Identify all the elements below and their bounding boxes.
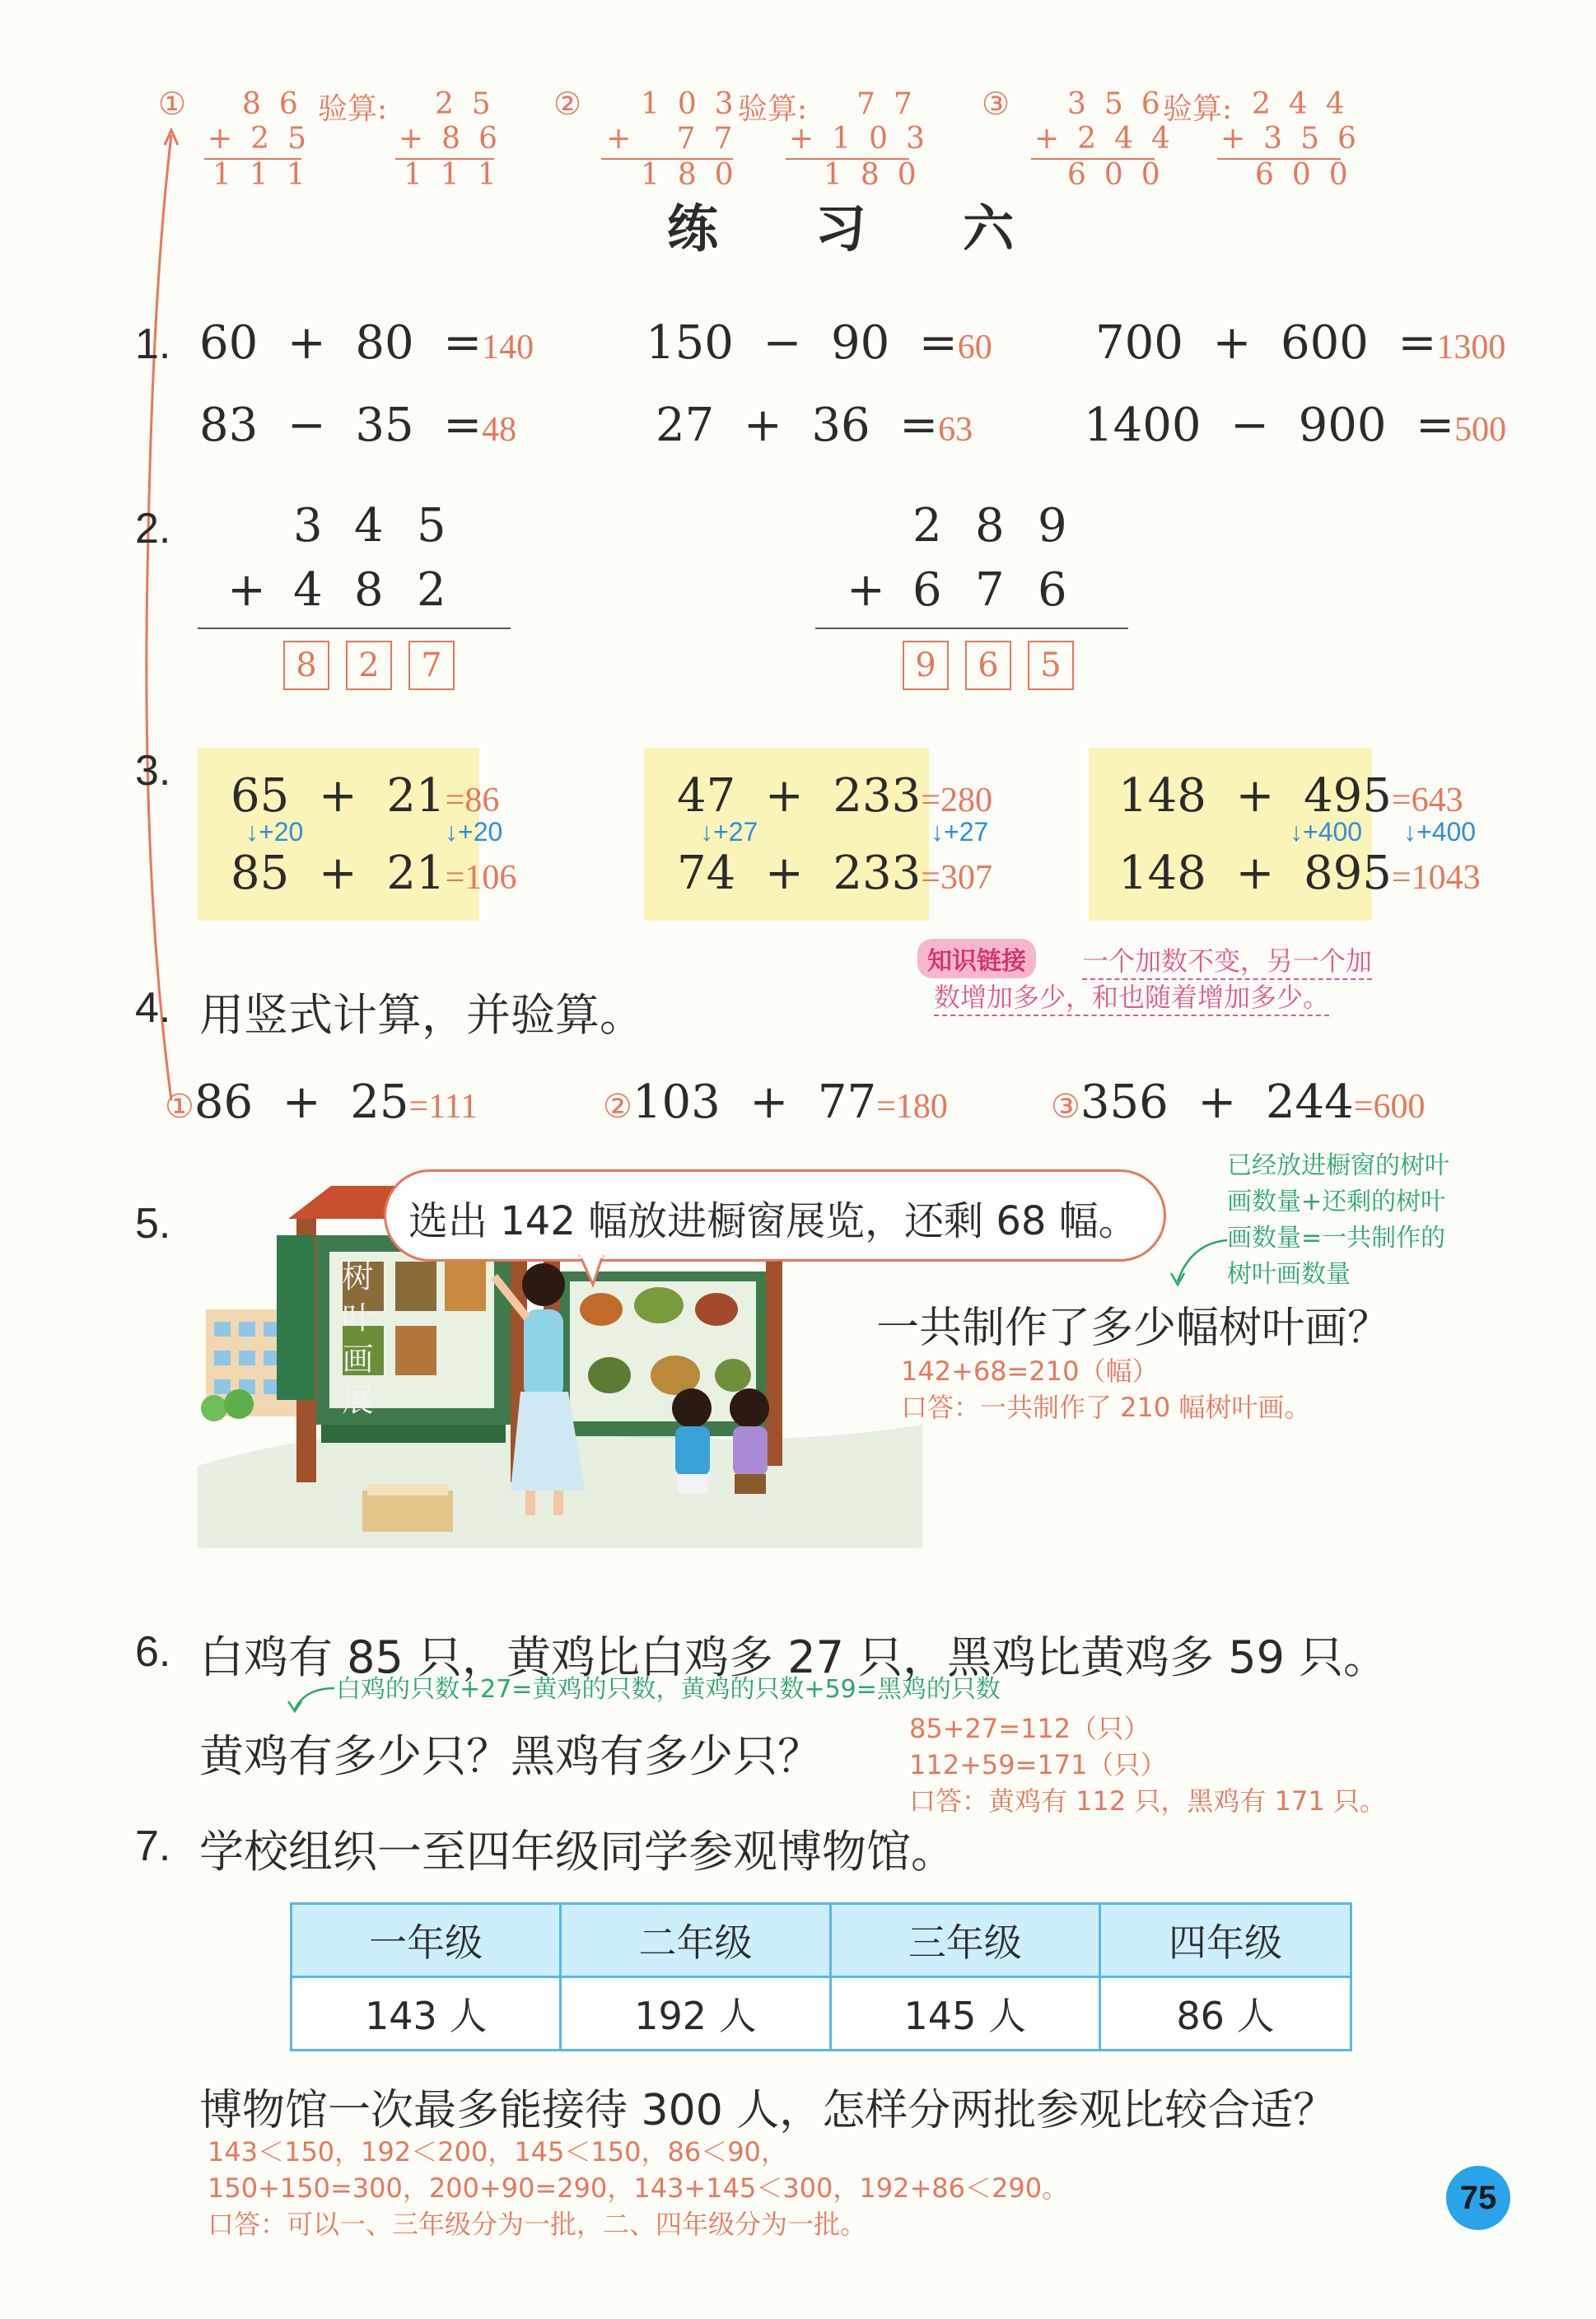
arrow-down-icon: ↓ <box>1290 817 1303 847</box>
q2b-bottom-2: 7 <box>975 563 1005 617</box>
q3-g3-delta2-text: +400 <box>1416 817 1477 847</box>
q5-answer: 口答：一共制作了 210 幅树叶画。 <box>901 1392 1311 1423</box>
check-1-verify-sum: 111 <box>404 158 515 192</box>
q2b-top-1: 2 <box>912 499 942 553</box>
q3-g1-delta2 <box>445 817 502 847</box>
q2a-result-box-2[interactable]: 2 <box>346 641 392 690</box>
grade-value-1: 143 人 <box>292 1977 561 2051</box>
q6-calc-1: 85+27=112（只） <box>909 1713 1150 1744</box>
q2a-result-box-3[interactable]: 7 <box>408 641 455 690</box>
q3-g1-delta2-text: +20 <box>458 817 503 847</box>
q6-hint-arrow <box>280 1680 338 1713</box>
q1-expr-6: 1400 − 900 = <box>1084 399 1455 452</box>
q4-item-1-label: ① <box>165 1088 194 1125</box>
q3-g2-delta2-text: +27 <box>944 817 989 847</box>
q6-hint: 白鸡的只数+27=黄鸡的只数，黄鸡的只数+59=黑鸡的只数 <box>336 1675 1001 1704</box>
q4-item-3-expr: 356 + 244 <box>1080 1076 1354 1129</box>
q2a-bottom-2: 8 <box>354 563 384 617</box>
q3-g1-delta1 <box>245 817 303 847</box>
knowledge-link-line2: 数增加多少，和也随着增加多少。 <box>934 977 1329 1016</box>
q1-item-4 <box>199 399 516 452</box>
q4-item-1 <box>165 1076 478 1129</box>
q5-question: 一共制作了多少幅树叶画？ <box>876 1304 1391 1353</box>
grade-value-3: 145 人 <box>830 1977 1099 2051</box>
q1-ans-5: 63 <box>938 411 973 449</box>
q2a-top-3: 5 <box>417 499 446 553</box>
q4-item-3-label: ③ <box>1051 1088 1080 1125</box>
q2b-result-box-3[interactable]: 5 <box>1028 641 1074 690</box>
q3-g1-line1 <box>231 769 499 823</box>
arrow-down-icon: ↓ <box>245 817 259 847</box>
q4-item-2 <box>603 1076 948 1129</box>
grade-value-4: 86 人 <box>1099 1977 1351 2051</box>
q1-ans-4: 48 <box>482 411 517 449</box>
q5-number: 5. <box>135 1200 171 1248</box>
q6-text-1: 白鸡有 85 只，黄鸡比白鸡多 27 只，黑鸡比黄鸡多 59 只。 <box>199 1631 1388 1683</box>
q3-g3-delta2 <box>1403 817 1476 847</box>
arrow-down-icon: ↓ <box>1403 817 1416 847</box>
check-1-verify-b: +86 <box>399 122 516 156</box>
check-3-verify-sum: 600 <box>1255 158 1366 192</box>
q3-g3-expr1: 148 + 495 <box>1118 769 1392 823</box>
speech-bubble-tail <box>576 1255 609 1288</box>
q1-item-2 <box>646 316 992 370</box>
speech-bubble-text: 选出 142 幅放进橱窗展览，还剩 68 幅。 <box>408 1198 1138 1244</box>
q6-number: 6. <box>135 1628 171 1676</box>
q2a-bottom-1: 4 <box>293 563 323 617</box>
q3-g3-line2 <box>1118 847 1481 900</box>
check-2-verify-b: +103 <box>789 122 943 156</box>
q3-g1-ans2: =106 <box>445 859 517 897</box>
q1-number: 1. <box>135 320 171 368</box>
q7-work-2: 150+150=300，200+90=290，143+145＜300，192+86＜290。 <box>208 2172 1069 2204</box>
q7-work-1: 143＜150，192＜200，145＜150，86＜90， <box>208 2136 787 2167</box>
q1-expr-4: 83 − 35 = <box>199 399 483 452</box>
grade-header-4: 四年级 <box>1099 1904 1351 1977</box>
q2a-plus: + <box>227 563 266 617</box>
arrow-down-icon: ↓ <box>445 817 458 847</box>
q3-g3-ans2: =1043 <box>1391 859 1481 897</box>
q4-item-2-label: ② <box>603 1088 632 1125</box>
board-sign: 树叶画展 <box>337 1260 373 1425</box>
q3-g3-expr2: 148 + 895 <box>1118 847 1392 900</box>
q4-item-3-ans: =600 <box>1353 1088 1426 1126</box>
q2b-plus: + <box>847 563 885 617</box>
q3-g3-delta1-text: +400 <box>1303 817 1363 847</box>
q4-number: 4. <box>135 984 171 1032</box>
q6-calc-2: 112+59=171（只） <box>909 1749 1167 1780</box>
q1-expr-5: 27 + 36 = <box>656 399 939 452</box>
q1-ans-3: 1300 <box>1436 329 1506 366</box>
q5-hint-2: 画数量+还剩的树叶 <box>1227 1187 1446 1216</box>
check-3-addend-a: 356 <box>1067 87 1178 121</box>
q2b-bottom-1: 6 <box>912 563 942 617</box>
grade-table-header-row <box>292 1904 1351 1977</box>
q3-g1-ans1: =86 <box>445 782 500 819</box>
q3-g3-delta1 <box>1290 817 1362 847</box>
arrow-down-icon: ↓ <box>931 817 944 847</box>
q3-number: 3. <box>135 747 171 795</box>
q1-expr-3: 700 + 600 = <box>1095 316 1437 370</box>
q1-ans-6: 500 <box>1454 411 1507 449</box>
page-title: 练 习 六 <box>667 198 1054 259</box>
q2a-bottom-3: 2 <box>417 563 446 617</box>
q2b-result-box-1[interactable]: 9 <box>903 641 949 690</box>
q2a-result-box-1[interactable]: 8 <box>283 641 329 690</box>
q6-answer: 口答：黄鸡有 112 只，黑鸡有 171 只。 <box>909 1785 1386 1817</box>
q3-g2-line1 <box>677 769 992 823</box>
q3-g2-ans2: =307 <box>921 859 992 897</box>
q2a-line <box>198 628 511 629</box>
check-2-addend-a: 103 <box>641 87 752 121</box>
check-2-verify-a: 77 <box>856 87 931 121</box>
q4-item-2-ans: =180 <box>876 1088 948 1126</box>
q3-g1-expr2: 85 + 21 <box>231 847 446 900</box>
check-1-addend-b: +25 <box>208 122 324 156</box>
check-2-verify-label: 验算: <box>738 92 808 126</box>
q4-item-1-ans: =111 <box>408 1088 478 1126</box>
q1-ans-2: 60 <box>957 329 992 366</box>
q4-item-3 <box>1051 1076 1425 1129</box>
hint-arrow <box>1166 1235 1232 1293</box>
grade-header-2: 二年级 <box>561 1904 830 1977</box>
q3-g1-expr1: 65 + 21 <box>231 769 446 823</box>
check-1-verify-a: 25 <box>435 87 509 121</box>
q5-hint-4: 树叶画数量 <box>1227 1260 1351 1289</box>
q7-answer: 口答：可以一、三年级分为一批，二、四年级分为一批。 <box>208 2209 867 2240</box>
q4-item-1-expr: 86 + 25 <box>194 1076 409 1129</box>
knowledge-link-line1: 一个加数不变，另一个加 <box>1082 940 1372 980</box>
q1-item-6 <box>1084 399 1506 452</box>
check-2-label: ② <box>553 86 582 122</box>
q5-hint-1: 已经放进橱窗的树叶 <box>1227 1151 1449 1180</box>
check-1-addend-a: 86 <box>242 87 316 121</box>
q3-g1-delta1-text: +20 <box>259 817 304 847</box>
connector-arrow <box>124 124 189 1112</box>
q2b-line <box>815 628 1128 629</box>
q2a-top-2: 4 <box>354 499 384 553</box>
q1-ans-1: 140 <box>482 329 534 366</box>
q3-g2-delta2 <box>931 817 988 847</box>
q7-question: 博物馆一次最多能接待 300 人，怎样分两批参观比较合适？ <box>199 2086 1337 2135</box>
check-2-addend-b: + 77 <box>606 122 751 156</box>
check-1-label: ① <box>158 86 187 122</box>
q7-number: 7. <box>135 1822 171 1870</box>
grade-header-3: 三年级 <box>830 1904 1099 1977</box>
grade-table <box>290 1902 1352 2051</box>
check-3-verify-a: 244 <box>1252 87 1363 121</box>
check-3-verify-label: 验算: <box>1163 92 1233 126</box>
q4-instruction: 用竖式计算，并验算。 <box>199 989 644 1041</box>
q2a-top-1: 3 <box>293 499 323 553</box>
check-3-label: ③ <box>982 86 1010 122</box>
q2b-result-box-2[interactable]: 6 <box>965 641 1011 690</box>
q7-text: 学校组织一至四年级同学参观博物馆。 <box>199 1826 955 1878</box>
q3-g1-line2 <box>231 847 516 900</box>
grade-value-2: 192 人 <box>561 1977 830 2051</box>
q2b-top-2: 8 <box>975 499 1005 553</box>
q1-expr-2: 150 − 90 = <box>646 316 958 370</box>
page-number: 75 <box>1446 2166 1510 2230</box>
q1-expr-1: 60 + 80 = <box>199 316 483 370</box>
q3-g2-delta1-text: +27 <box>713 817 758 847</box>
check-3-addend-b: +244 <box>1034 122 1188 156</box>
q3-g2-expr2: 74 + 233 <box>677 847 922 900</box>
knowledge-link-tag: 知识链接 <box>917 939 1036 978</box>
q3-g2-delta1 <box>700 817 758 847</box>
check-1-verify-label: 验算: <box>318 92 388 126</box>
q2b-top-3: 9 <box>1038 499 1067 553</box>
grade-table-value-row <box>292 1977 1351 2051</box>
q1-item-5 <box>656 399 973 452</box>
q5-hint-3: 画数量=一共制作的 <box>1227 1224 1446 1253</box>
q2b-bottom-3: 6 <box>1038 563 1067 617</box>
q3-g3-ans1: =643 <box>1391 782 1463 819</box>
q4-item-2-expr: 103 + 77 <box>632 1076 877 1129</box>
q6-text-2: 黄鸡有多少只？黑鸡有多少只？ <box>199 1730 822 1782</box>
q1-item-3 <box>1095 316 1505 370</box>
q2-number: 2. <box>135 505 171 553</box>
q1-item-1 <box>199 316 534 370</box>
check-2-sum: 180 <box>641 158 752 192</box>
q3-g3-line1 <box>1118 769 1463 823</box>
check-2-verify-sum: 180 <box>824 158 935 192</box>
check-1-sum: 111 <box>212 158 324 192</box>
check-3-verify-b: +356 <box>1220 122 1374 156</box>
arrow-down-icon: ↓ <box>700 817 713 847</box>
q3-g2-expr1: 47 + 233 <box>677 769 922 823</box>
check-3-sum: 600 <box>1067 158 1178 192</box>
q3-g2-ans1: =280 <box>921 782 992 819</box>
q3-g2-line2 <box>677 847 992 900</box>
q5-calc: 142+68=210（幅） <box>901 1355 1159 1387</box>
grade-header-1: 一年级 <box>292 1904 561 1977</box>
